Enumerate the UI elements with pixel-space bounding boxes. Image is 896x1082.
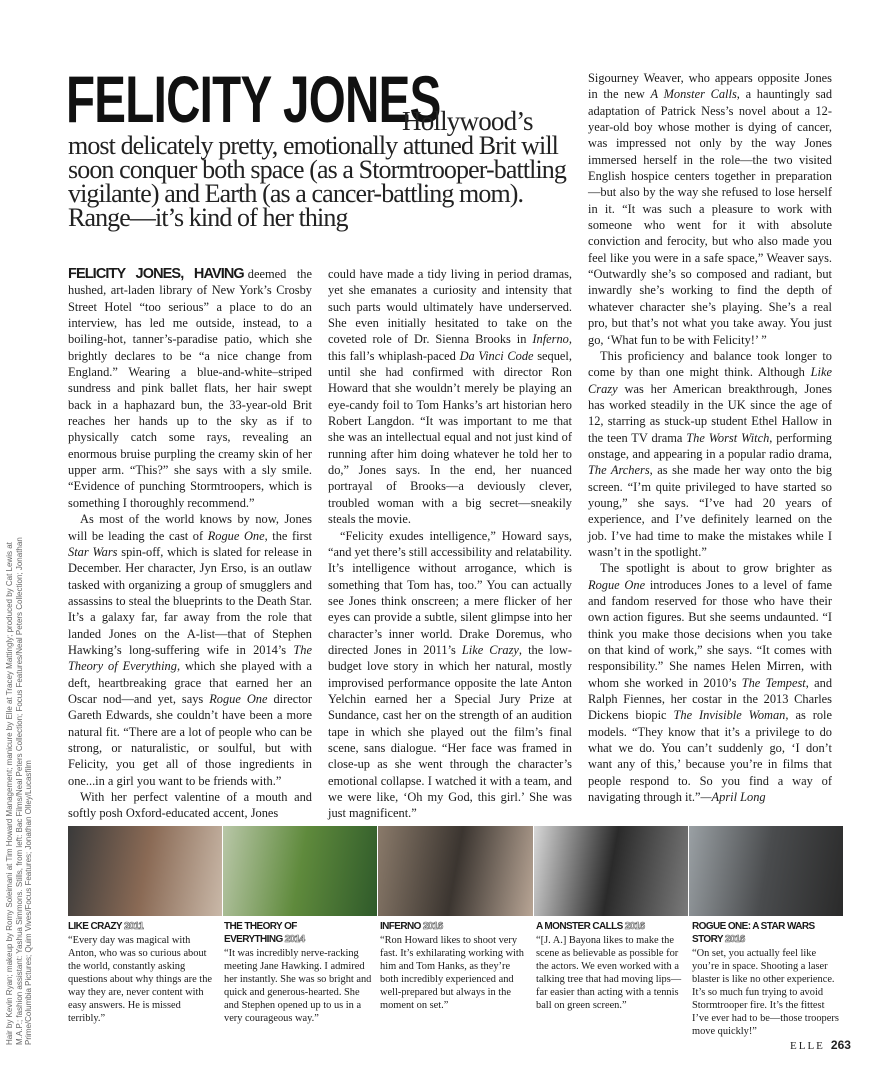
text-run: “Felicity exudes intelligence,” Howard says, “and yet there’s still accessibility and relatability. It’s intelligence without arrogance, which is something that Tom has, too.” You can actually see Jones think onscreen; a mere flicker of her eyes can provide a subtle, silent glimpse into her character’s inner world. Drake Doremus, who directed Jones in 2011’s	[328, 528, 572, 657]
caption-quote: “It was incredibly nerve-racking meeting Jane Hawking. I admired her instantly. She was so bright and quick and generous-hearted. She and Stephen opened up to us in a very courageous way.”	[224, 948, 372, 1024]
film-still-like-crazy	[68, 826, 223, 916]
body-column-2	[328, 266, 572, 822]
text-run: This proficiency and balance took longer to come by than one might think. Although	[588, 348, 832, 380]
italic-text-run: A Monster Calls	[650, 87, 737, 102]
body-paragraph	[588, 70, 832, 348]
film-title: THE THEORY OF EVERYTHING	[224, 921, 297, 945]
italic-text-run: Star Wars	[68, 544, 118, 559]
body-paragraph	[68, 266, 312, 511]
text-run: deemed the hushed, art-laden library of New York’s Crosby Street Hotel “too serious” a place to do an interview, has led me outside, instead, to a boiling-hot, tanner’s-paradise patio, which she brightly declares to be “a nice change from England.” Wearing a blue-and-white–striped sundress and pink ballet flats, her hair swept back in a haphazard bun, the 33-year-old Brit reaches her hands up to the sky as if to physically catch some rays, revealing an enormous bruise purpling the creamy skin of her upper arm. “This?” she says with a sly smile. “Evidence of punching Stormtroopers, which is something I thoroughly recommend.”	[68, 267, 312, 510]
lead-in: FELICITY JONES, HAVING	[68, 266, 244, 282]
film-year: 2016	[422, 921, 443, 932]
text-run: Sigourney Weaver, who appears opposite Jones in the new	[588, 71, 832, 102]
italic-text-run: Rogue One	[209, 691, 268, 706]
italic-text-run: The Theory of Everything	[68, 642, 312, 674]
caption-a-monster-calls	[536, 920, 686, 1038]
text-run: The spotlight is about to grow brighter as	[600, 561, 832, 576]
body-paragraph	[588, 560, 832, 805]
text-run: director Gareth Edwards, she couldn’t have been a more natural fit. “There are a lot of people who can be strong, or naturalistic, or soulful, but with Felicity, you get all of those ingredients in one...in a girl you want to be friends with.”	[68, 691, 312, 788]
text-run: spin-off, which is slated for release in December. Her character, Jyn Erso, is an outlaw tasked with organizing a group of smugglers and assassins to steal the blueprints to the Death Star. It’s a galaxy far, far away from the role that landed Jones on the A-list—that of Stephen Hawking’s long-suffering wife in 2014’s	[68, 544, 312, 657]
film-still-a-monster-calls	[534, 826, 689, 916]
text-run: sequel, until she had confirmed with director Ron Howard that she wouldn’t merely be playing an eye-candy foil to Tom Hanks’s art historian hero Robert Langdon. “It was important to me that she was an intellectual equal and not just kind of running after him doing whatever he told her to do,” Jones says. In the end, her nuanced portrayal of Brooks—a deviously clever, troubled woman with a big secret—sneakily steals the movie.	[328, 348, 572, 527]
film-still-inferno	[378, 826, 533, 916]
film-year: 2011	[124, 921, 144, 932]
film-title: ROGUE ONE: A STAR WARS STORY	[692, 921, 815, 945]
italic-text-run: The Tempest	[741, 675, 806, 690]
film-still-rogue-one	[689, 826, 844, 916]
italic-text-run: The Archers	[588, 463, 650, 478]
folio	[790, 1038, 851, 1053]
film-year: 2014	[284, 934, 305, 945]
italic-text-run: Like Crazy	[461, 642, 519, 657]
text-run: With her perfect valentine of a mouth and softly posh Oxford-educated accent, Jones	[68, 790, 312, 821]
caption-title	[68, 920, 218, 933]
body-paragraph	[588, 348, 832, 560]
text-run: , a hauntingly sad adaptation of Patrick Ness’s novel about a 12-year-old boy whose mother is dying of cancer, was impressed not only by the way Jones immersed herself in the role—the two visited English hospice centers together in preparation—but also by the way she refused to lose herself in it. “It was such a pleasure to work with someone who went for it with absolute conviction and ferocity, but who also made you feel like you were in a safe space,” Weaver says. “Outwardly she’s so composed and radiant, but inwardly she’s working to find the depth of whatever character she’s playing. She’s a real pro, but that’s not what you take away. You just go, ‘What fun to be with Felicity!’ ”	[588, 87, 833, 347]
caption-inferno	[380, 920, 530, 1038]
italic-text-run: —April Long	[700, 790, 766, 805]
headline: FELICITY JONES	[66, 62, 441, 136]
body-column-3	[588, 70, 832, 805]
italic-text-run: Rogue One	[588, 577, 646, 592]
body-paragraph	[68, 511, 312, 789]
text-run: was her American breakthrough, Jones has worked steadily in the UK since the age of 12, starring as stuck-up student Ethel Hallow in the teen TV drama	[588, 381, 832, 445]
body-column-1	[68, 266, 312, 822]
caption-quote: “On set, you actually feel like you’re in space. Shooting a laser blaster is like no other experience. It’s so much fun trying to avoid Stormtrooper fire. It’s the fittest I’ve ever had to be—those troopers move quickly!”	[692, 948, 839, 1037]
text-run: , the low-budget love story in which her natural, mostly improvised performance opposite the late Anton Yelchin earned her a Special Jury Prize at Sundance, cast her on the strength of an audition tape in which she played out the film’s final scene, sans dialogue. “Her face was framed in close-up as she went through the character’s emotional collapse. I watched it with a team, and we were like, ‘Oh my God, this girl.’ She was just magnificent.”	[328, 642, 572, 821]
body-paragraph	[68, 789, 312, 822]
caption-quote: “Every day was magical with Anton, who was so curious about the world, constantly asking questions about why things are the way they are, never content with easy answers. He is missed terribly.”	[68, 935, 213, 1024]
text-run: , which she played with a deft, heartbreaking grace that earned her an Oscar nod—and yet, says	[68, 659, 312, 706]
film-year: 2016	[724, 934, 745, 945]
text-run: , the first	[264, 528, 312, 543]
italic-text-run: The Invisible Woman	[673, 708, 786, 723]
film-year: 2016	[624, 921, 645, 932]
italic-text-run: Rogue One	[207, 528, 265, 543]
caption-title	[536, 920, 686, 933]
body-paragraph	[328, 528, 572, 822]
text-run: introduces Jones to a level of fame and fandom reserved for those who have their own action figures. But she seems undaunted. “I think you make those decisions when you take on that kind of work,” she says. “It comes with responsibility.” She names Helen Mirren, with whom she worked in 2010’s	[588, 577, 832, 690]
page-number: 263	[830, 1038, 851, 1052]
caption-title	[692, 920, 842, 946]
deck-lead: Hollywood’s	[402, 106, 533, 136]
caption-title	[380, 920, 530, 933]
photo-credits: Hair by Kevin Ryan; makeup by Romy Soleimani at Tim Howard Management; manicure by Elle at Tracey Mattingly; produced by Cat Lewis at M.A.P.; fashion assistant: Yashua Simmons. Stills, from left: Bac Films/Neal Peters Collection; Focus Features/Neal Peters Collection; Jonathan Prime/Columbia Pictures; Quim Vives/Focus Features; Jonathan Olley/Lucasfilm	[5, 537, 34, 1045]
italic-text-run: Inferno	[532, 332, 569, 347]
film-title: INFERNO	[380, 921, 421, 932]
caption-theory-of-everything	[224, 920, 374, 1038]
text-run: As most of the world knows by now, Jones will be leading the cast of	[68, 512, 312, 543]
film-title: LIKE CRAZY	[68, 921, 123, 932]
deck: most delicately pretty, emotionally attuned Brit will soon conquer both space (as a Stormtrooper-battling vigilante) and Earth (as a cancer-battling mom). Range—it’s kind of her thing	[68, 131, 566, 232]
magazine-name: ELLE	[790, 1040, 825, 1052]
text-run: , this fall’s whiplash-paced	[328, 332, 572, 363]
caption-rogue-one	[692, 920, 842, 1038]
film-stills-strip	[68, 826, 844, 916]
caption-quote: “Ron Howard likes to shoot very fast. It’s exhilarating working with him and Tom Hanks, as they’re both incredibly experienced and well-prepared but always in the moment on set.”	[380, 935, 524, 1011]
text-run: , performing onstage, and appearing in a popular radio drama,	[588, 430, 833, 461]
text-run: , and Ralph Fiennes, her costar in the 2013 Charles Dickens biopic	[588, 675, 833, 723]
text-run: , as she made her way onto the big screen. “I’m quite privileged to have started so young,” she says. “I’ve had 20 years of experience, and I’ve definitely learned on the job. I’ve had time to make the mistakes while I wasn’t in the spotlight.”	[588, 463, 833, 559]
caption-like-crazy	[68, 920, 218, 1038]
film-still-theory-of-everything	[223, 826, 378, 916]
caption-title	[224, 920, 374, 946]
body-paragraph	[328, 266, 572, 528]
film-captions	[68, 920, 848, 1038]
text-run: , as role models. “They know that it’s a privilege to do what we do. You can’t suddenly go, ‘I don’t want any of this,’ because you’re in films that people respond to. So you find a way of navigating through it.”	[588, 708, 832, 805]
italic-text-run: The Worst Witch	[686, 430, 770, 445]
film-title: A MONSTER CALLS	[536, 921, 623, 932]
text-run: could have made a tidy living in period dramas, yet she emanates a curiosity and intensity that such parts would ultimately have underserved. She even initially hesitated to take on the coveted role of Dr. Sienna Brooks in	[328, 267, 572, 347]
italic-text-run: Like Crazy	[588, 365, 832, 396]
caption-quote: “[J. A.] Bayona likes to make the scene as believable as possible for the actors. We even worked with a talking tree that had moving lips—far easier than acting with a tennis ball on green screen.”	[536, 935, 682, 1011]
italic-text-run: Da Vinci Code	[459, 348, 534, 363]
